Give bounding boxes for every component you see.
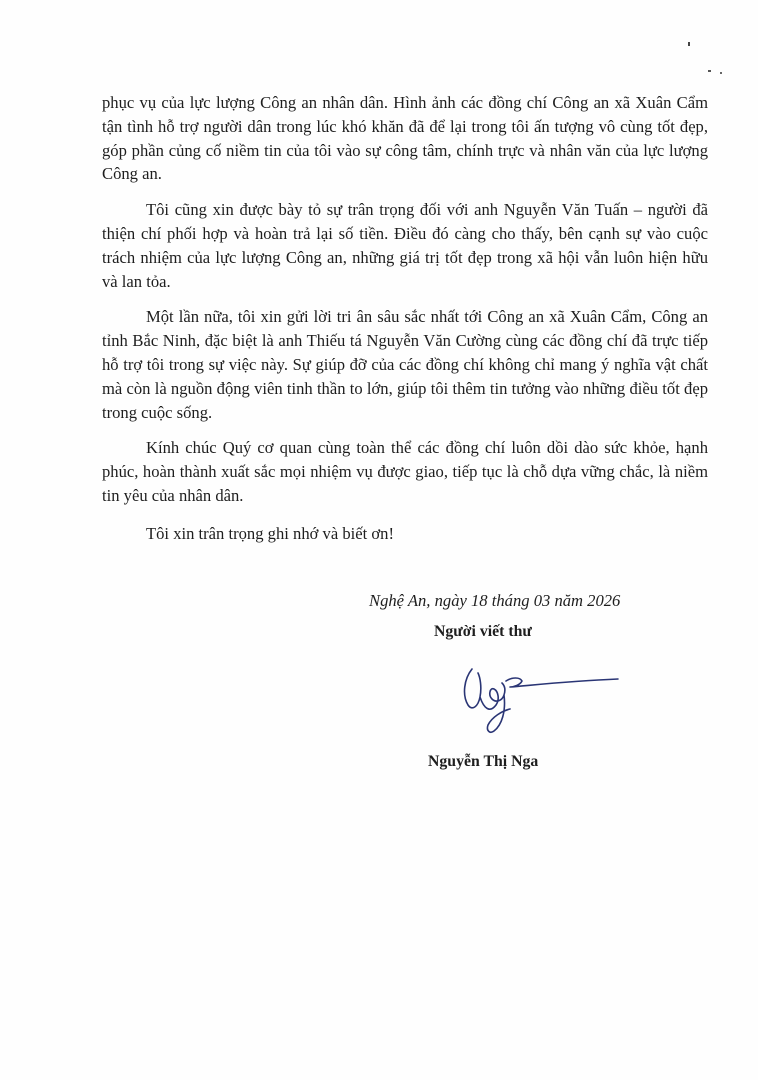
closing-line: Tôi xin trân trọng ghi nhớ và biết ơn! (146, 524, 394, 543)
letter-paragraph: Tôi cũng xin được bày tỏ sự trân trọng đối với anh Nguyễn Văn Tuấn – người đã thiện chí phối hợp và hoàn trả lại số tiền. Điều đó càng cho thấy, bên cạnh sự vào cuộc trách nhiệm của lực lượng Công an, những giá trị tốt đẹp trong xã hội vẫn luôn hiện hữu và lan tỏa. (102, 200, 708, 291)
place-date: Nghệ An, ngày 18 tháng 03 năm 2026 (369, 591, 621, 610)
letter-paragraph: phục vụ của lực lượng Công an nhân dân. Hình ảnh các đồng chí Công an xã Xuân Cẩm tận tình hỗ trợ người dân trong lúc khó khăn đã để lại trong tôi ấn tượng vô cùng tốt đẹp, góp phần củng cố niềm tin của tôi vào sự công tâm, chính trực và nhân văn của lực lượng Công an. (102, 93, 708, 184)
scan-speck (688, 42, 690, 46)
letter-paragraph: Một lần nữa, tôi xin gửi lời tri ân sâu sắc nhất tới Công an xã Xuân Cẩm, Công an tỉnh Bắc Ninh, đặc biệt là anh Thiếu tá Nguyễn Văn Cường cùng các đồng chí đã trực tiếp hỗ trợ tôi trong sự việc này. Sự giúp đỡ của các đồng chí không chỉ mang ý nghĩa vật chất mà còn là nguồn động viên tinh thần to lớn, giúp tôi thêm tin tưởng vào những điều tốt đẹp trong cuộc sống. (102, 307, 708, 422)
letter-body (102, 91, 708, 520)
handwritten-signature (450, 655, 620, 735)
scan-speck (708, 70, 711, 72)
signer-name: Nguyễn Thị Nga (428, 753, 539, 770)
scan-speck (720, 72, 722, 74)
letter-paragraph: Kính chúc Quý cơ quan cùng toàn thể các đồng chí luôn dồi dào sức khỏe, hạnh phúc, hoàn thành xuất sắc mọi nhiệm vụ được giao, tiếp tục là chỗ dựa vững chắc, là niềm tin yêu của nhân dân. (102, 438, 708, 505)
writer-label: Người viết thư (434, 623, 532, 640)
